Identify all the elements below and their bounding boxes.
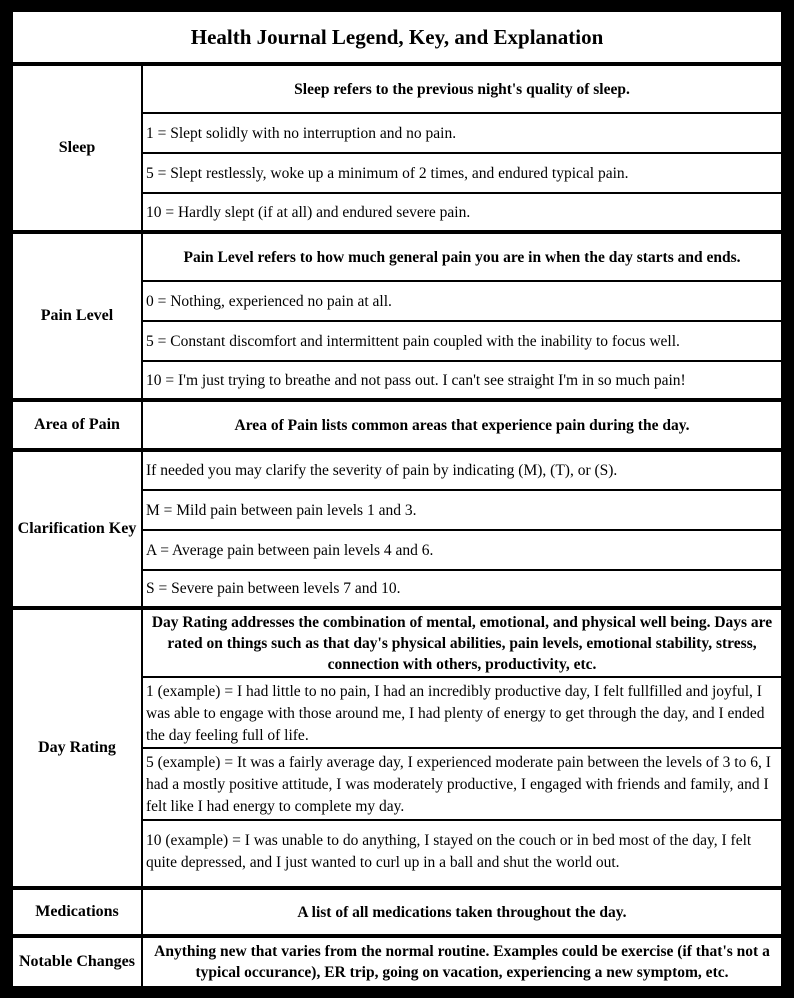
pain-level-row-0: 0 = Nothing, experienced no pain at all. [143,282,781,320]
section-label-area-of-pain: Area of Pain [13,402,141,448]
sleep-row-5: 5 = Slept restlessly, woke up a minimum of 2 times, and endured typical pain. [143,154,781,192]
medications-header: A list of all medications taken throughout the day. [143,890,781,934]
notable-changes-header: Anything new that varies from the normal routine. Examples could be exercise (if that's not a typical occurance), ER trip, going on vacation, experiencing a new symptom, etc. [143,938,781,986]
section-area-of-pain [13,402,781,448]
section-label-medications: Medications [13,890,141,934]
pain-level-row-10: 10 = I'm just trying to breathe and not pass out. I can't see straight I'm in so much pain! [143,362,781,398]
section-label-sleep: Sleep [13,66,141,230]
clarification-row-a: A = Average pain between pain levels 4 and 6. [143,531,781,569]
day-rating-header: Day Rating addresses the combination of mental, emotional, and physical well being. Days are rated on things such as that day's physical abilities, pain levels, emotional stability, stress, connection with others, productivity, etc. [143,610,781,676]
pain-level-row-5: 5 = Constant discomfort and intermittent pain coupled with the inability to focus well. [143,322,781,360]
sleep-row-1: 1 = Slept solidly with no interruption and no pain. [143,114,781,152]
day-rating-row-1: 1 (example) = I had little to no pain, I had an incredibly productive day, I felt fullfilled and joyful, I was able to engage with those around me, I had plenty of energy to get through the day, and I ended the day feeling full of life. [143,678,781,747]
section-pain-level [13,234,781,398]
pain-level-header: Pain Level refers to how much general pain you are in when the day starts and ends. [143,234,781,280]
clarification-row-m: M = Mild pain between pain levels 1 and 3. [143,491,781,529]
clarification-row-s: S = Severe pain between levels 7 and 10. [143,571,781,606]
clarification-intro: If needed you may clarify the severity of pain by indicating (M), (T), or (S). [143,452,781,489]
sleep-row-10: 10 = Hardly slept (if at all) and endured severe pain. [143,194,781,230]
section-label-day-rating: Day Rating [13,610,141,886]
section-day-rating [13,610,781,886]
page-title: Health Journal Legend, Key, and Explanation [13,12,781,62]
area-of-pain-header: Area of Pain lists common areas that experience pain during the day. [143,402,781,448]
day-rating-row-10: 10 (example) = I was unable to do anything, I stayed on the couch or in bed most of the day, I felt quite depressed, and I just wanted to curl up in a ball and shut the world out. [143,821,781,886]
section-sleep [13,66,781,230]
section-medications [13,890,781,934]
sleep-header: Sleep refers to the previous night's quality of sleep. [143,66,781,112]
section-label-pain-level: Pain Level [13,234,141,398]
section-label-notable-changes: Notable Changes [13,938,141,986]
day-rating-row-5: 5 (example) = It was a fairly average day, I experienced moderate pain between the levels of 3 to 6, I had a mostly positive attitude, I was moderately productive, I engaged with friends and family, and I felt like I had energy to complete my day. [143,749,781,819]
section-clarification-key [13,452,781,606]
section-notable-changes [13,938,781,986]
section-label-clarification-key: Clarification Key [13,452,141,606]
